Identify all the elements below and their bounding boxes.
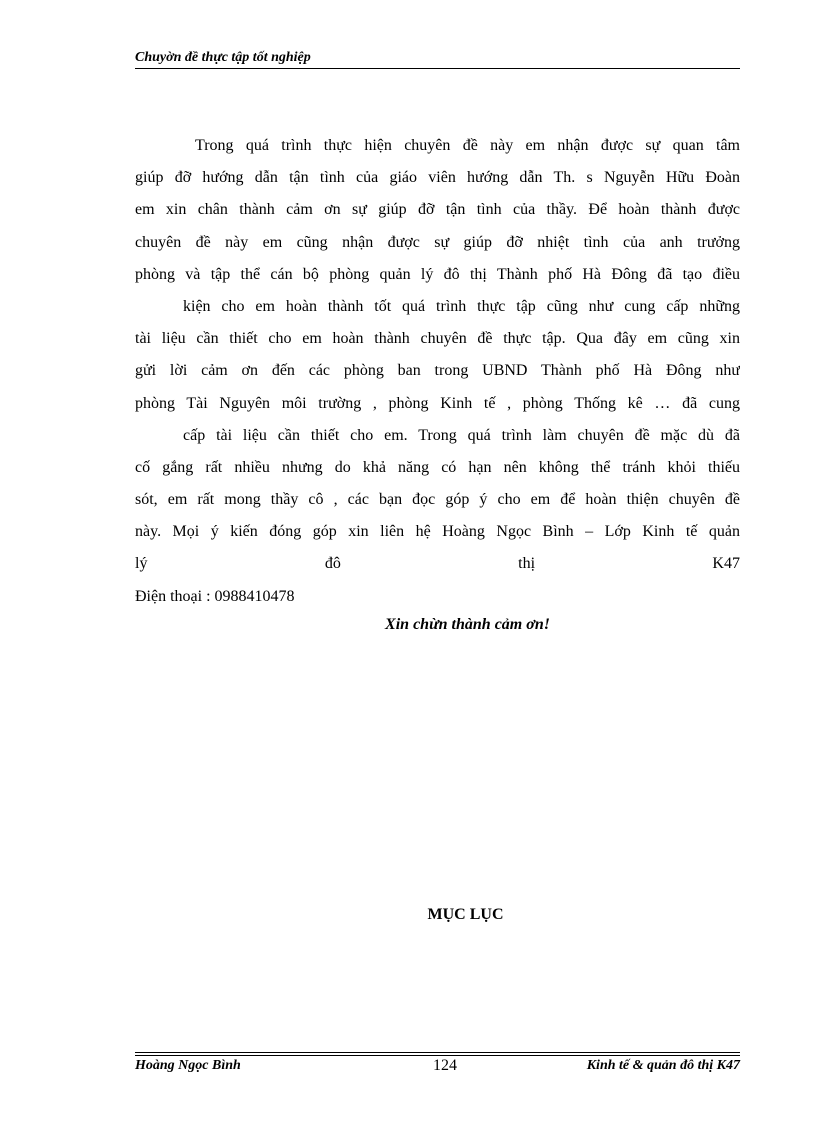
spread-word: lý <box>135 555 148 573</box>
running-header-title: Chuyờn đề thực tập tốt nghiệp <box>135 50 311 65</box>
acknowledgement-paragraph <box>135 130 740 613</box>
paragraph-line: cấp tài liệu cần thiết cho em. Trong quá trình làm chuyên đề mặc dù đã <box>183 426 740 444</box>
footer-divider-thin <box>135 1052 740 1053</box>
paragraph-line: Trong quá trình thực hiện chuyên đề này em nhận được sự quan tâm <box>195 137 740 154</box>
paragraph-line: giúp đỡ hướng dẫn tận tình của giáo viên hướng dẫn Th. s Nguyễn Hữu Đoàn <box>135 169 740 187</box>
paragraph-line: phòng Tài Nguyên môi trường , phòng Kinh tế , phòng Thống kê … đã cung <box>135 394 740 412</box>
footer-author: Hoàng Ngọc Bình <box>135 1058 241 1073</box>
paragraph-line: chuyên đề này em cũng nhận được sự giúp đỡ nhiệt tình của anh trưởng <box>135 233 740 251</box>
paragraph-line: này. Mọi ý kiến đóng góp xin liên hệ Hoàng Ngọc Bình – Lớp Kinh tế quản <box>135 523 740 541</box>
page-number: 124 <box>433 1057 457 1074</box>
table-of-contents-title: MỤC LỤC <box>427 906 504 923</box>
spread-word: đô <box>324 555 341 573</box>
header-divider <box>135 68 740 69</box>
footer-department: Kinh tế & quản đô thị K47 <box>586 1058 740 1073</box>
paragraph-line: phòng và tập thể cán bộ phòng quản lý đô thị Thành phố Hà Đông đã tạo điều <box>135 265 740 283</box>
paragraph-line: em xin chân thành cảm ơn sự giúp đỡ tận tình của thầy. Để hoàn thành được <box>135 201 740 219</box>
spread-word: thị <box>518 555 536 573</box>
paragraph-line: cố gắng rất nhiều nhưng do khả năng có hạn nên không thể tránh khỏi thiếu <box>135 458 740 476</box>
spread-line <box>135 548 740 580</box>
spread-word: K47 <box>712 555 740 573</box>
paragraph-line: tài liệu cần thiết cho em hoàn thành chuyên đề thực tập. Qua đây em cũng xin <box>135 330 740 348</box>
paragraph-line: sót, em rất mong thầy cô , các bạn đọc góp ý cho em để hoàn thiện chuyên đề <box>135 491 740 509</box>
thanks-line: Xin chừn thành cảm ơn! <box>385 616 550 633</box>
footer-divider-thick <box>135 1055 740 1056</box>
paragraph-line: gửi lời cảm ơn đến các phòng ban trong UBND Thành phố Hà Đông như <box>135 362 740 380</box>
paragraph-line: kiện cho em hoàn thành tốt quá trình thực tập cũng như cung cấp những <box>183 297 740 315</box>
phone-line: Điện thoại : 0988410478 <box>135 587 295 605</box>
